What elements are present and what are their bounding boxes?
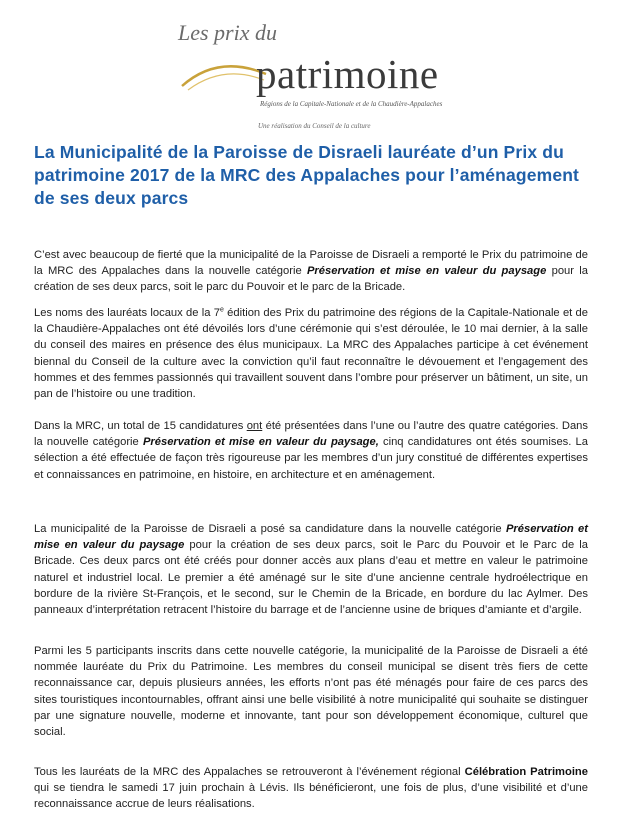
logo-tagline: Une réalisation du Conseil de la culture	[258, 122, 371, 130]
paragraph-laureate: Parmi les 5 participants inscrits dans cette nouvelle catégorie, la municipalité de la Paroisse de Disraeli a été nommée lauréate du Prix du Patrimoine. Les membres du conseil municipal se disent très fiers de cette reconnaissance car, depuis plusieurs années, les efforts n’ont pas été ménagés pour faire de ces parcs des sites touristiques incontournables, offrant ainsi une belle visibilité à notre municipalité qui souhaite se distinguer par une signature nouvelle, moderne et innovante, tant pour son développement économique, culturel que social.	[34, 645, 588, 739]
logo-main-text: patrimoine	[256, 51, 439, 97]
prix-du-patrimoine-logo	[178, 20, 448, 130]
paragraph-intro: C’est avec beaucoup de fierté que la municipalité de la Paroisse de Disraeli a remporté le Prix du patrimoine de la MRC des Appalaches dans la nouvelle catégorie Préservation et mise en valeur du paysage pour la création de ses deux parcs, soit le parc du Pouvoir et le parc de la Bricade.	[34, 249, 588, 294]
logo-subtitle: Régions de la Capitale-Nationale et de la Chaudière-Appalaches	[260, 100, 443, 108]
paragraph-celebration: Tous les lauréats de la MRC des Appalaches se retrouveront à l’événement régional Célébration Patrimoine qui se tiendra le samedi 17 juin prochain à Lévis. Ils bénéficieront, une fois de plus, d’une visibilité et d’une reconnaissance accrue de leurs réalisations.	[34, 766, 588, 811]
paragraph-candidature-paroisse: La municipalité de la Paroisse de Disraeli a posé sa candidature dans la nouvelle catégorie Préservation et mise en valeur du paysage pour la création de ses deux parcs, soit le Parc du Pouvoir et le Parc de la Bricade. Ces deux parcs ont été créés pour donner accès aux plans d’eau et mettre en valeur le patrimoine naturel et industriel local. Le premier a été aménagé sur le site d’une ancienne centrale hydroélectrique en bordure de la rivière St-François, et le second, sur le Chemin de la Bricade, en bordure du lac Aylmer. Des panneaux d’interprétation retracent l’histoire du barrage et de l’ancienne usine de briques d’amiante et d’argile.	[34, 523, 588, 617]
logo-swoosh-icon	[178, 34, 268, 94]
logo-top-text: Les prix du	[178, 20, 277, 45]
paragraph-candidatures: Dans la MRC, un total de 15 candidatures ont été présentées dans l’une ou l’autre des quatre catégories. Dans la nouvelle catégorie Préservation et mise en valeur du paysage, cinq candidatures ont étés soumises. La sélection a été effectuée de façon très rigoureuse par les membres d’un jury constitué de différentes expertises et connaissances en patrimoine, en histoire, en architecture et en aménagement.	[34, 420, 588, 481]
press-release-title: La Municipalité de la Paroisse de Disraeli lauréate d’un Prix du patrimoine 2017 de la MRC des Appalaches pour l’aménagement de ses deux parcs	[34, 142, 580, 208]
paragraph-laureats: Les noms des lauréats locaux de la 7e édition des Prix du patrimoine des régions de la Capitale-Nationale et de la Chaudière-Appalaches ont été dévoilés lors d’une cérémonie qui s’est déroulée, le 10 mai dernier, à la salle du conseil des maires en présence des élus municipaux. La MRC des Appalaches participe à cet événement biennal du Conseil de la culture avec la conviction qu’il faut reconnaître le dévouement et l’engagement des hommes et des femmes passionnés qui travaillent souvent dans l’ombre pour préserver un bâtiment, un site, un pan de l’histoire ou une tradition.	[34, 306, 589, 401]
